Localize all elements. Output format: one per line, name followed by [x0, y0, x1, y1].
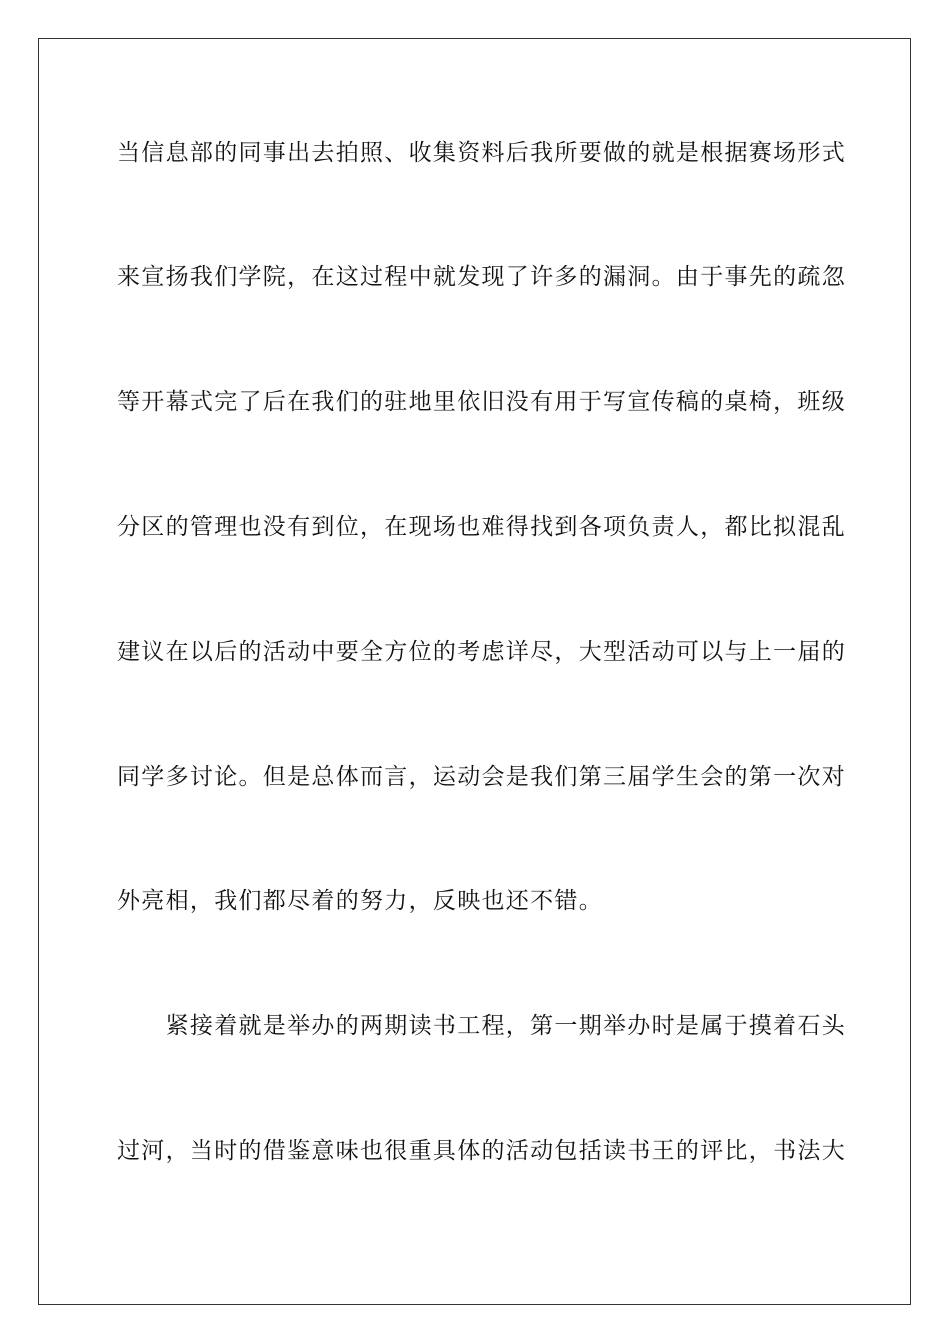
text-line: 当信息部的同事出去拍照、收集资料后我所要做的就是根据赛场形式 [117, 140, 846, 166]
page-border [38, 38, 911, 1305]
text-line: 过河，当时的借鉴意味也很重具体的活动包括读书王的评比，书法大 [117, 1138, 846, 1164]
text-line: 来宣扬我们学院，在这过程中就发现了许多的漏洞。由于事先的疏忽 [117, 264, 846, 290]
text-line: 分区的管理也没有到位，在现场也难得找到各项负责人，都比拟混乱 [117, 514, 846, 540]
paragraph-first-line: 紧接着就是举办的两期读书工程，第一期举办时是属于摸着石头 [117, 1013, 846, 1039]
text-line: 同学多讨论。但是总体而言，运动会是我们第三届学生会的第一次对 [117, 764, 846, 790]
text-line: 建议在以后的活动中要全方位的考虑详尽，大型活动可以与上一届的 [117, 639, 846, 665]
text-line: 外亮相，我们都尽着的努力，反映也还不错。 [117, 888, 603, 914]
text-line: 等开幕式完了后在我们的驻地里依旧没有用于写宣传稿的桌椅，班级 [117, 389, 846, 415]
